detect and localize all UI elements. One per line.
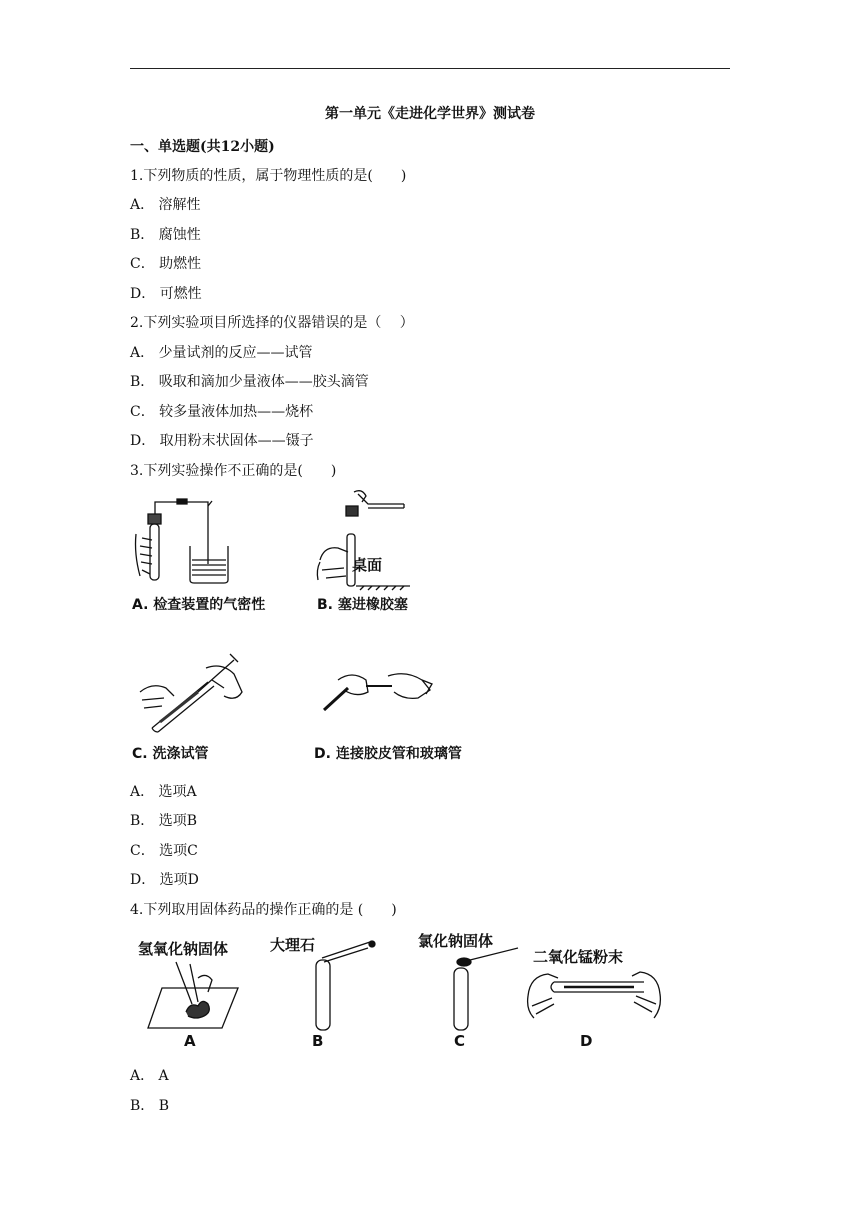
desk-label: 桌面 — [352, 556, 383, 574]
page-title: 第一单元《走进化学世界》测试卷 — [325, 106, 535, 122]
figure-wash-test-tube — [138, 652, 248, 732]
q1-option-b: B． 腐蚀性 — [130, 227, 201, 243]
q2-option-c: C． 较多量液体加热——烧杯 — [130, 404, 314, 420]
label-nacl-solid: 氯化钠固体 — [418, 932, 494, 950]
figure-letter-c: C — [454, 1032, 466, 1050]
figure-nacl-spoon — [446, 944, 522, 1034]
figure-letter-a: A — [184, 1032, 196, 1050]
q3-option-d: D． 选项D — [130, 872, 199, 888]
figure-insert-stopper — [314, 490, 414, 590]
fig-caption-a: A. 检查装置的气密性 — [132, 597, 266, 613]
q1-option-c: C． 助燃性 — [130, 256, 202, 272]
fig-caption-b: B. 塞进橡胶塞 — [317, 597, 408, 613]
q2-option-b: B． 吸取和滴加少量液体——胶头滴管 — [130, 374, 369, 390]
q2-option-a: A． 少量试剂的反应——试管 — [130, 345, 313, 361]
q3-option-b: B． 选项B — [130, 813, 198, 829]
fig-caption-c: C. 洗涤试管 — [132, 746, 209, 762]
figure-letter-d: D — [580, 1032, 593, 1050]
figure-naoh-on-paper — [146, 958, 240, 1032]
q1-option-a: A． 溶解性 — [130, 197, 201, 213]
q4-option-a: A． A — [130, 1068, 169, 1084]
figure-marble-tweezers — [306, 944, 382, 1034]
question-3-stem: 3.下列实验操作不正确的是( ) — [130, 463, 337, 479]
figure-letter-b: B — [312, 1032, 324, 1050]
q4-option-b: B． B — [130, 1098, 170, 1114]
q3-option-a: A． 选项A — [130, 784, 197, 800]
question-4-stem: 4.下列取用固体药品的操作正确的是 ( ) — [130, 902, 397, 918]
header-rule — [130, 68, 730, 69]
q2-option-d: D． 取用粉末状固体——镊子 — [130, 433, 314, 449]
question-1-stem: 1.下列物质的性质，属于物理性质的是( ) — [130, 168, 407, 184]
q1-option-d: D． 可燃性 — [130, 286, 202, 302]
section-heading: 一、单选题(共12小题) — [130, 139, 275, 155]
figure-airtightness-check — [132, 494, 242, 589]
figure-connect-tube — [318, 664, 438, 716]
question-2-stem: 2.下列实验项目所选择的仪器错误的是（ ） — [130, 315, 414, 331]
fig-caption-d: D. 连接胶皮管和玻璃管 — [314, 746, 462, 762]
q3-option-c: C． 选项C — [130, 843, 198, 859]
label-naoh-solid: 氢氧化钠固体 — [138, 940, 229, 958]
label-marble: 大理石 — [270, 936, 316, 954]
label-mno2-powder: 二氧化锰粉末 — [533, 948, 624, 966]
figure-mno2-paper-trough — [524, 962, 664, 1024]
